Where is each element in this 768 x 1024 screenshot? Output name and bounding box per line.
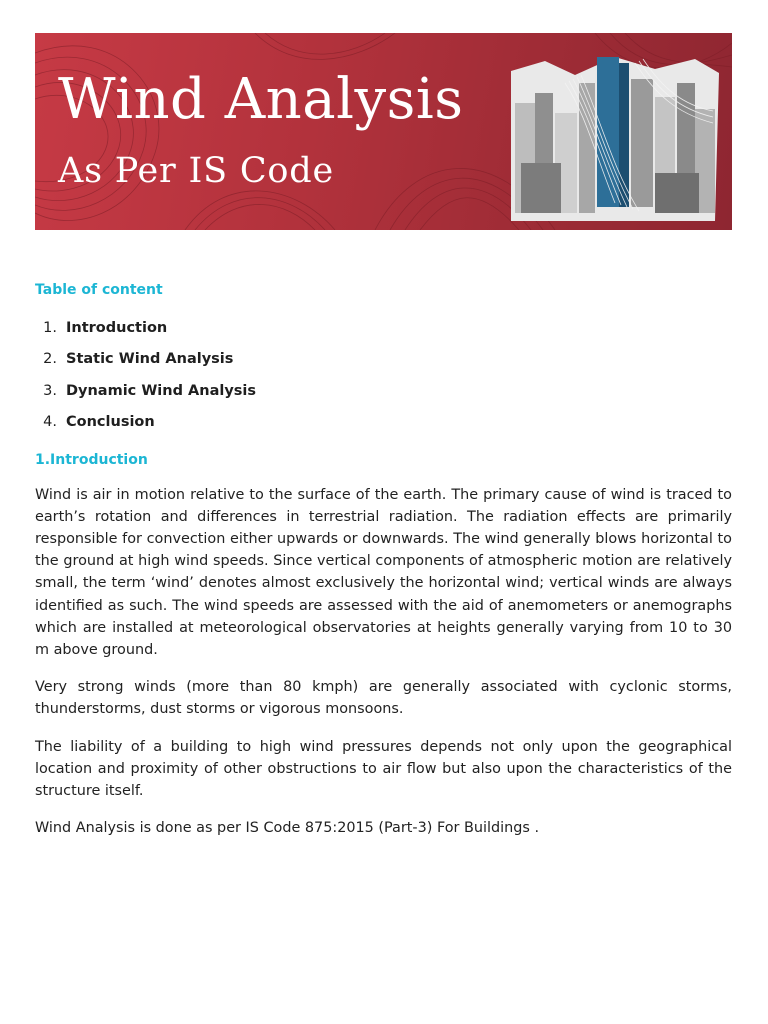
toc-list (35, 320, 732, 446)
toc-item-number: 4. (43, 414, 57, 431)
toc-item-label: Static Wind Analysis (66, 351, 234, 368)
intro-paragraph: Very strong winds (more than 80 kmph) are generally associated with cyclonic storms, thunderstorms, dust storms or vigorous monsoons. (35, 679, 732, 718)
toc-item-label: Conclusion (66, 414, 155, 431)
section-heading-introduction: 1.Introduction (35, 451, 148, 468)
toc-item-conclusion[interactable] (35, 414, 732, 445)
toc-item-dynamic-wind-analysis[interactable] (35, 383, 732, 414)
banner-title: Wind Analysis (58, 67, 464, 132)
intro-paragraph: The liability of a building to high wind pressures depends not only upon the geographical location and proximity of other obstructions to air flow but also upon the characteristics of the structure itself. (35, 738, 732, 799)
intro-paragraph: Wind is air in motion relative to the surface of the earth. The primary cause of wind is traced to earth’s rotation and differences in terrestrial radiation. The radiation effects are primarily responsible for convection either upwards or downwards. The wind generally blows horizontal to the ground at high wind speeds. Since vertical components of atmospheric motion are relatively small, the term ‘wind’ denotes almost exclusively the horizontal wind; vertical winds are always identified as such. The wind speeds are assessed with the aid of anemometers or anemographs which are installed at meteorological observatories at heights generally varying from 10 to 30 m above ground. (35, 486, 732, 658)
toc-heading: Table of content (35, 282, 163, 298)
toc-item-introduction[interactable] (35, 320, 732, 351)
toc-item-number: 2. (43, 351, 57, 368)
intro-paragraph: Wind Analysis is done as per IS Code 875:2015 (Part-3) For Buildings . (35, 820, 540, 837)
document-body (35, 282, 732, 839)
banner-subtitle: As Per IS Code (58, 151, 335, 191)
city-wind-flow-image (505, 53, 721, 223)
toc-item-number: 1. (43, 320, 57, 336)
toc-item-number: 3. (43, 382, 57, 399)
toc-item-label: Introduction (66, 320, 168, 336)
header-banner (35, 33, 732, 230)
toc-item-label: Dynamic Wind Analysis (66, 382, 257, 399)
toc-item-static-wind-analysis[interactable] (35, 351, 732, 382)
